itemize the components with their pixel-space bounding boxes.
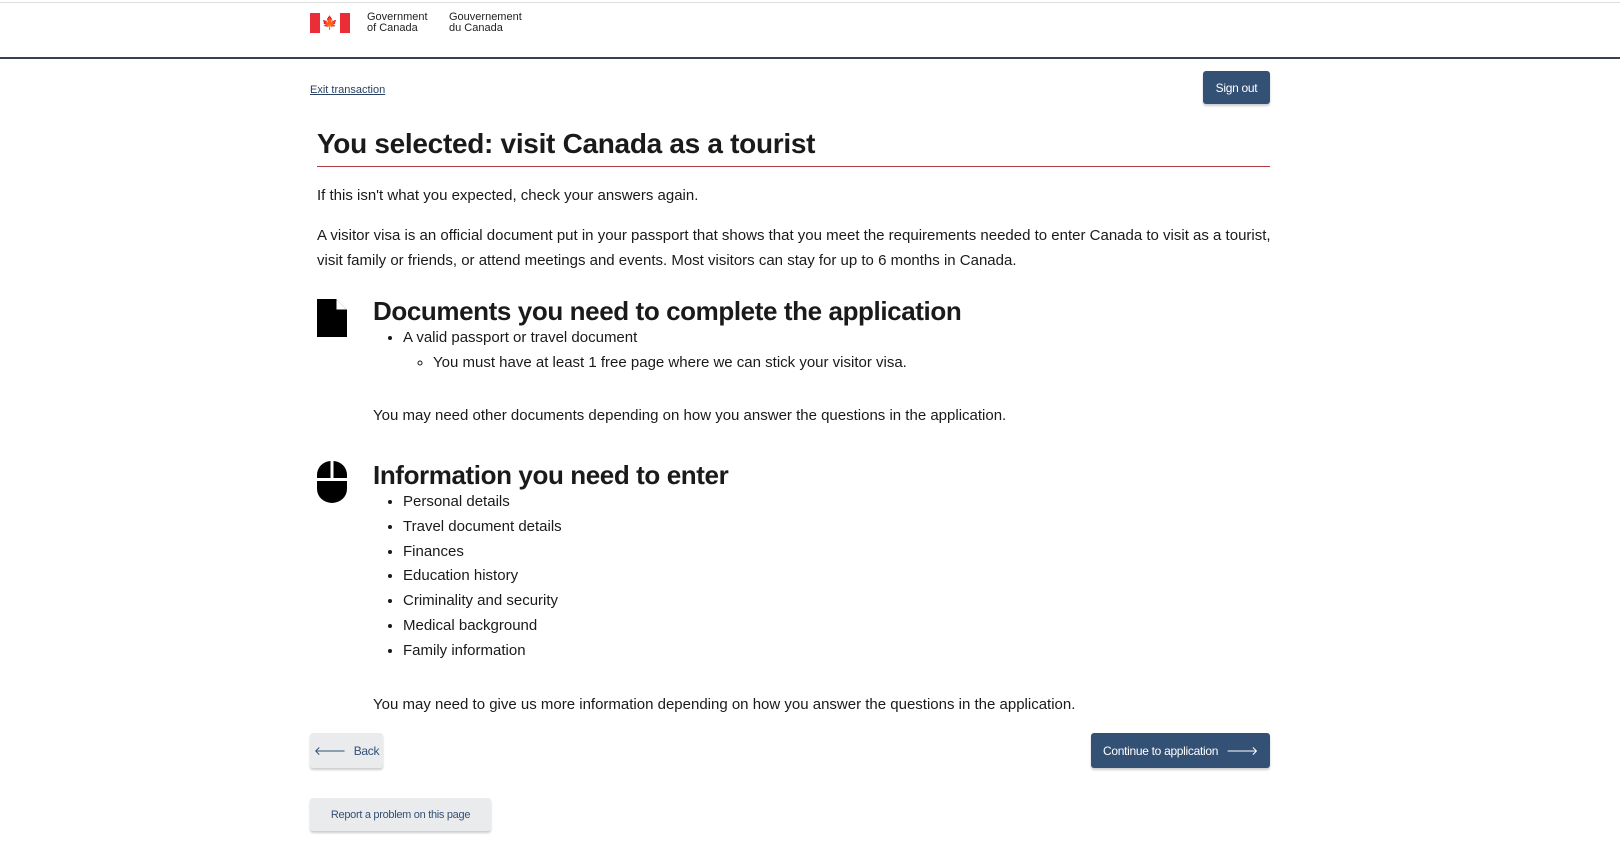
documents-note: You may need other documents depending on how you answer the questions in the application. (373, 407, 1007, 424)
list-item: • Finances (403, 540, 562, 565)
information-list (373, 490, 562, 664)
documents-heading: Documents you need to complete the application (373, 296, 962, 326)
list-subitem: ◦ You must have at least 1 free page where we can stick your visitor visa. (433, 351, 907, 376)
description-text: A visitor visa is an official document put in your passport that shows that you meet the requirements needed to enter Canada to visit as a tourist, visit family or friends, or attend meetings and events. Most visitors can stay for up to 6 months in Canada. (317, 227, 1271, 269)
list-item: • Family information (403, 639, 562, 664)
arrow-left-icon: 🡐 (313, 744, 346, 758)
page-title: You selected: visit Canada as a tourist (317, 128, 1270, 167)
document-icon (317, 299, 347, 337)
list-item: • Personal details (403, 490, 562, 515)
mouse-icon (317, 461, 347, 503)
list-item: • Education history (403, 564, 562, 589)
arrow-right-icon: 🡒 (1226, 744, 1259, 758)
documents-list (373, 326, 907, 376)
list-item: • A valid passport or travel document ◦ You must have at least 1 free page where we can stick your visitor visa. (403, 326, 907, 376)
list-item: • Medical background (403, 614, 562, 639)
sign-out-button[interactable]: Sign out (1203, 71, 1270, 104)
gov-signature-en: Government of Canada (367, 11, 428, 34)
list-item: • Travel document details (403, 515, 562, 540)
exit-transaction-link[interactable]: Exit transaction (310, 84, 386, 96)
gov-signature-fr: Gouvernement du Canada (449, 11, 522, 34)
site-header (0, 0, 1620, 59)
continue-button[interactable]: Continue to application 🡒 (1091, 733, 1270, 768)
information-note: You may need to give us more information depending on how you answer the questions in the application. (373, 696, 1076, 713)
canada-flag-icon: 🍁 (310, 13, 350, 33)
report-problem-button[interactable]: Report a problem on this page (310, 798, 491, 831)
information-heading: Information you need to enter (373, 460, 729, 490)
list-item: • Criminality and security (403, 589, 562, 614)
back-button[interactable]: 🡐 Back (310, 733, 383, 768)
intro-text: If this isn't what you expected, check your answers again. (317, 187, 699, 204)
